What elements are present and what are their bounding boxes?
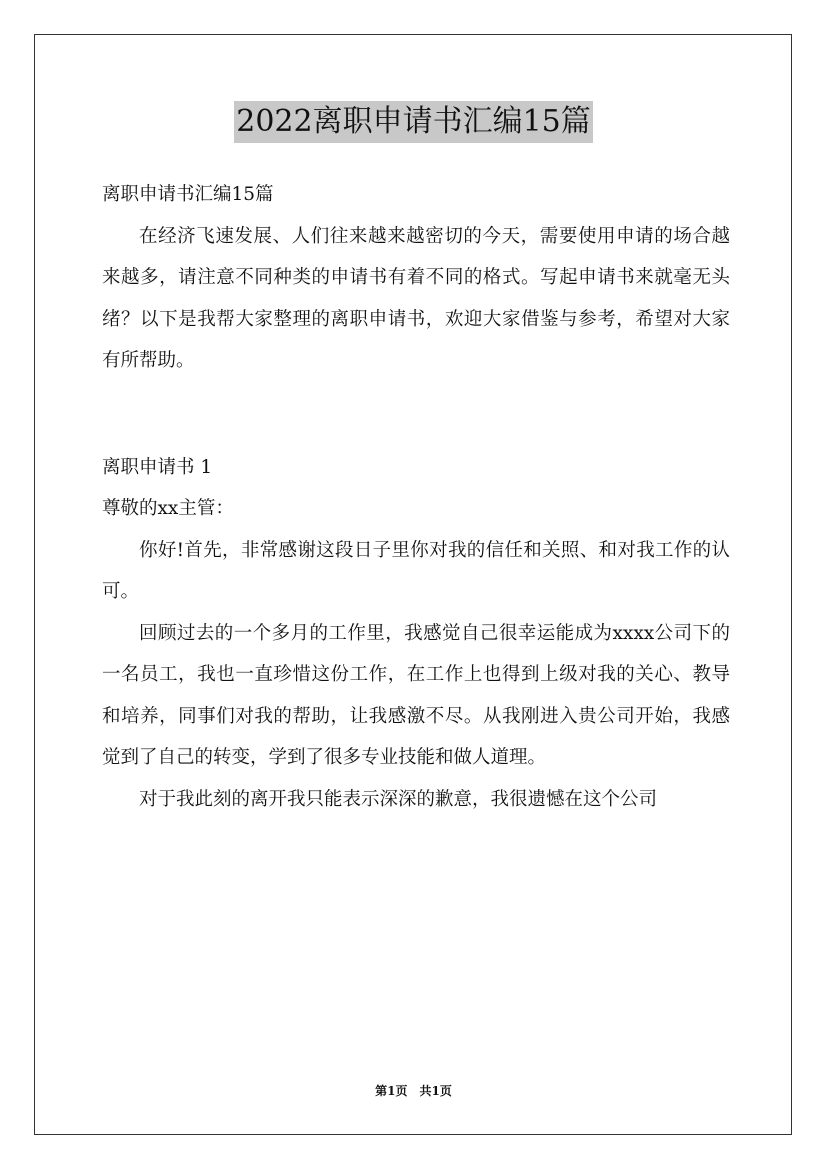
salutation: 尊敬的xx主管：	[102, 498, 234, 519]
intro-paragraph: 在经济飞速发展、人们往来越来越密切的今天，需要使用申请的场合越来越多，请注意不同种类的申请书有着不同的格式。写起申请书来就毫无头绪？以下是我帮大家整理的离职申请书，欢迎大家借鉴与参考，希望对大家有所帮助。	[102, 225, 730, 371]
document-subtitle: 离职申请书汇编15篇	[102, 184, 274, 205]
section-heading: 离职申请书 1	[102, 456, 213, 478]
title-container	[0, 101, 827, 143]
page-footer	[0, 1083, 827, 1099]
document-title: 2022离职申请书汇编15篇	[234, 101, 593, 143]
document-body	[102, 174, 730, 820]
body-paragraph-1: 你好!首先，非常感谢这段日子里你对我的信任和关照、和对我工作的认可。	[102, 539, 730, 602]
section-gap	[102, 382, 730, 447]
body-paragraph-3: 对于我此刻的离开我只能表示深深的歉意，我很遗憾在这个公司	[139, 788, 658, 810]
page-number: 第1页 共1页	[375, 1084, 452, 1098]
body-paragraph-2: 回顾过去的一个多月的工作里，我感觉自己很幸运能成为xxxx公司下的一名员工，我也一直珍惜这份工作，在工作上也得到上级对我的关心、教导和培养，同事们对我的帮助，让我感激不尽。从我刚进入贵公司开始，我感觉到了自己的转变，学到了很多专业技能和做人道理。	[102, 622, 730, 768]
